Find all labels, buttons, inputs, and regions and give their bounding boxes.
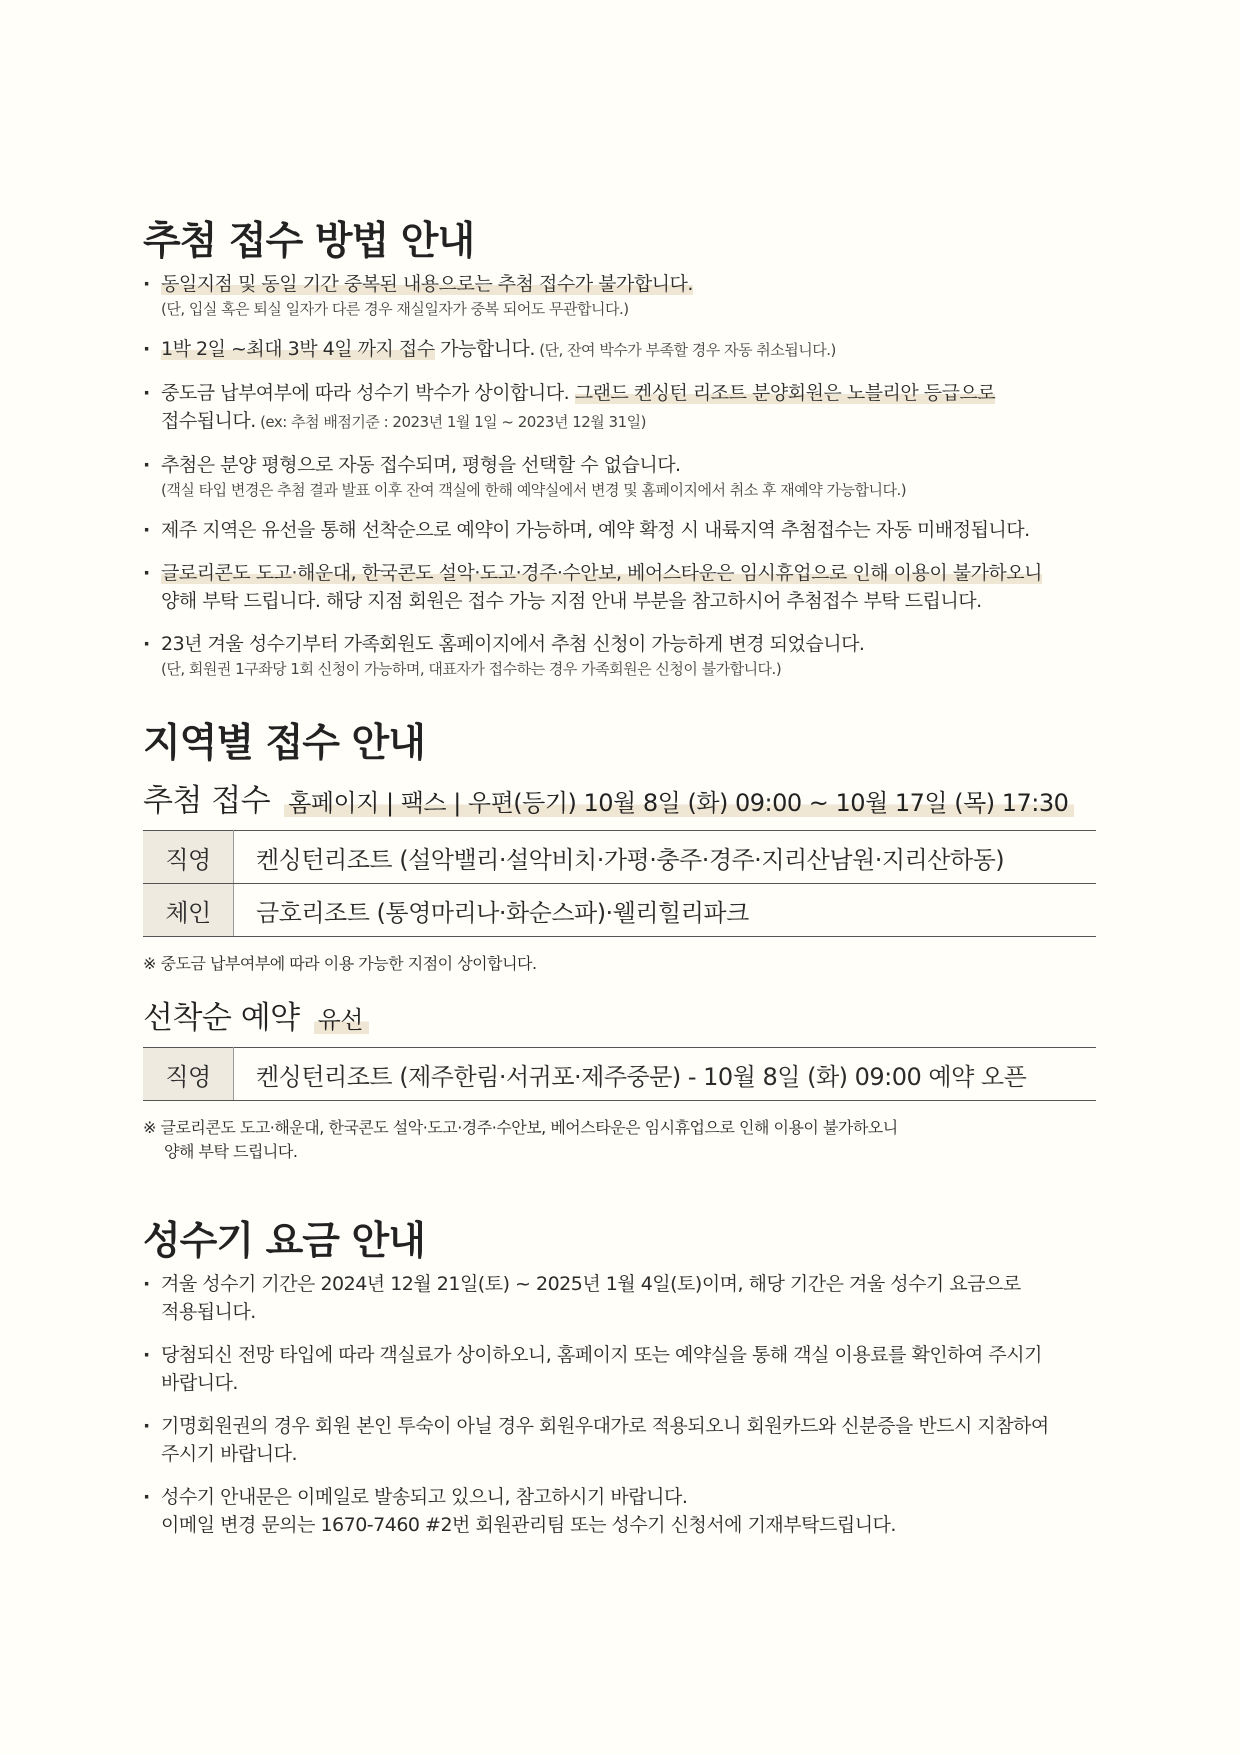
table-row: [143, 1048, 1096, 1101]
first-come-label: 선착순 예약: [143, 1000, 300, 1036]
row-label: 직영: [143, 1048, 234, 1101]
item-text-line2: 바랍니다.: [161, 1372, 238, 1394]
item-inline-note: (단, 잔여 박수가 부족할 경우 자동 취소됩니다.): [534, 341, 836, 359]
item-text: 성수기 안내문은 이메일로 발송되고 있으니, 참고하시기 바랍니다.: [161, 1486, 688, 1508]
item-text-cont: 가능합니다.: [434, 338, 535, 360]
item-subtext: (단, 회원권 1구좌당 1회 신청이 가능하며, 대표자가 접수하는 경우 가족회원은 신청이 불가합니다.): [161, 660, 782, 678]
item-text: 중도금 납부여부에 따라 성수기 박수가 상이합니다.: [161, 382, 575, 404]
list-item: [143, 335, 1123, 364]
note-line2: 양해 부탁 드립니다.: [164, 1142, 298, 1161]
item-text: 1박 2일 ~최대 3박 4일 까지 접수: [161, 338, 435, 360]
first-come-note: [143, 1116, 898, 1164]
first-come-table: [143, 1047, 1096, 1101]
list-item: [143, 1270, 1123, 1326]
item-text-line2: 접수됩니다.: [161, 410, 256, 432]
item-text: 23년 겨울 성수기부터 가족회원도 홈페이지에서 추첨 신청이 가능하게 변경 되었습니다.: [161, 633, 865, 655]
row-label: 체인: [143, 884, 234, 937]
row-content: 켄싱턴리조트 (설악밸리·설악비치·가평·충주·경주·지리산남원·지리산하동): [234, 831, 1097, 884]
item-text-line2: 이메일 변경 문의는 1670-7460 #2번 회원관리팀 또는 성수기 신청서에 기재부탁드립니다.: [161, 1514, 896, 1536]
table-row: [143, 831, 1096, 884]
item-text: 겨울 성수기 기간은 2024년 12월 21일(토) ~ 2025년 1월 4일(토)이며, 해당 기간은 겨울 성수기 요금으로: [161, 1273, 1021, 1295]
item-text: 동일지점 및 동일 기간 중복된 내용으로는 추첨 접수가 불가합니다.: [161, 273, 693, 295]
list-item: [143, 379, 1123, 436]
lottery-label: 추첨 접수: [143, 783, 271, 819]
section-title-peak-rates: 성수기 요금 안내: [143, 1219, 425, 1264]
lottery-method-list: [143, 270, 1123, 695]
row-content: 금호리조트 (통영마리나·화순스파)·웰리힐리파크: [234, 884, 1097, 937]
section-title-regional: 지역별 접수 안내: [143, 721, 425, 766]
first-come-subheading: [143, 992, 369, 1037]
item-text-line2: 주시기 바랍니다.: [161, 1443, 298, 1465]
list-item: [143, 516, 1123, 544]
item-text-highlight: 그랜드 켄싱턴 리조트 분양회원은 노블리안 등급으로: [574, 382, 996, 404]
item-text-line2: 양해 부탁 드립니다. 해당 지점 회원은 접수 가능 지점 안내 부분을 참고하시어 추첨접수 부탁 드립니다.: [161, 590, 982, 612]
peak-rates-list: [143, 1270, 1123, 1554]
item-subtext: (객실 타입 변경은 추첨 결과 발표 이후 잔여 객실에 한해 예약실에서 변경 및 홈페이지에서 취소 후 재예약 가능합니다.): [161, 481, 907, 499]
row-content: 켄싱턴리조트 (제주한림·서귀포·제주중문) - 10월 8일 (화) 09:00 예약 오픈: [234, 1048, 1097, 1101]
list-item: [143, 1483, 1123, 1539]
item-text-line2: 적용됩니다.: [161, 1301, 256, 1323]
list-item: [143, 559, 1123, 615]
list-item: [143, 270, 1123, 320]
lottery-subheading: [143, 775, 1074, 820]
list-item: [143, 1341, 1123, 1397]
item-text-highlight: 글로리콘도 도고·해운대, 한국콘도 설악·도고·경주·수안보, 베어스타운은 임시휴업으로 인해 이용이 불가하오니: [161, 562, 1042, 584]
list-item: [143, 451, 1123, 501]
lottery-period-tag: 홈페이지 | 팩스 | 우편(등기) 10월 8일 (화) 09:00 ~ 10월 17일 (목) 17:30: [284, 789, 1074, 817]
list-item: [143, 630, 1123, 680]
item-text: 추첨은 분양 평형으로 자동 접수되며, 평형을 선택할 수 없습니다.: [161, 454, 681, 476]
lottery-table: [143, 830, 1096, 937]
item-subtext: (단, 입실 혹은 퇴실 일자가 다른 경우 재실일자가 중복 되어도 무관합니다.): [161, 300, 629, 318]
item-text: 당첨되신 전망 타입에 따라 객실료가 상이하오니, 홈페이지 또는 예약실을 통해 객실 이용료를 확인하여 주시기: [161, 1344, 1042, 1366]
lottery-note: ※ 중도금 납부여부에 따라 이용 가능한 지점이 상이합니다.: [143, 954, 537, 973]
note-line1: ※ 글로리콘도 도고·해운대, 한국콘도 설악·도고·경주·수안보, 베어스타운은 임시휴업으로 인해 이용이 불가하오니: [143, 1118, 898, 1137]
list-item: [143, 1412, 1123, 1468]
table-row: [143, 884, 1096, 937]
item-text: 기명회원권의 경우 회원 본인 투숙이 아닐 경우 회원우대가로 적용되오니 회원카드와 신분증을 반드시 지참하여: [161, 1415, 1049, 1437]
first-come-tag: 유선: [314, 1006, 369, 1034]
item-inline-note: (ex: 추첨 배점기준 : 2023년 1월 1일 ~ 2023년 12월 31일): [255, 413, 646, 431]
item-text: 제주 지역은 유선을 통해 선착순으로 예약이 가능하며, 예약 확정 시 내륙지역 추첨접수는 자동 미배정됩니다.: [161, 519, 1030, 541]
section-title-lottery-method: 추첨 접수 방법 안내: [143, 219, 475, 264]
row-label: 직영: [143, 831, 234, 884]
